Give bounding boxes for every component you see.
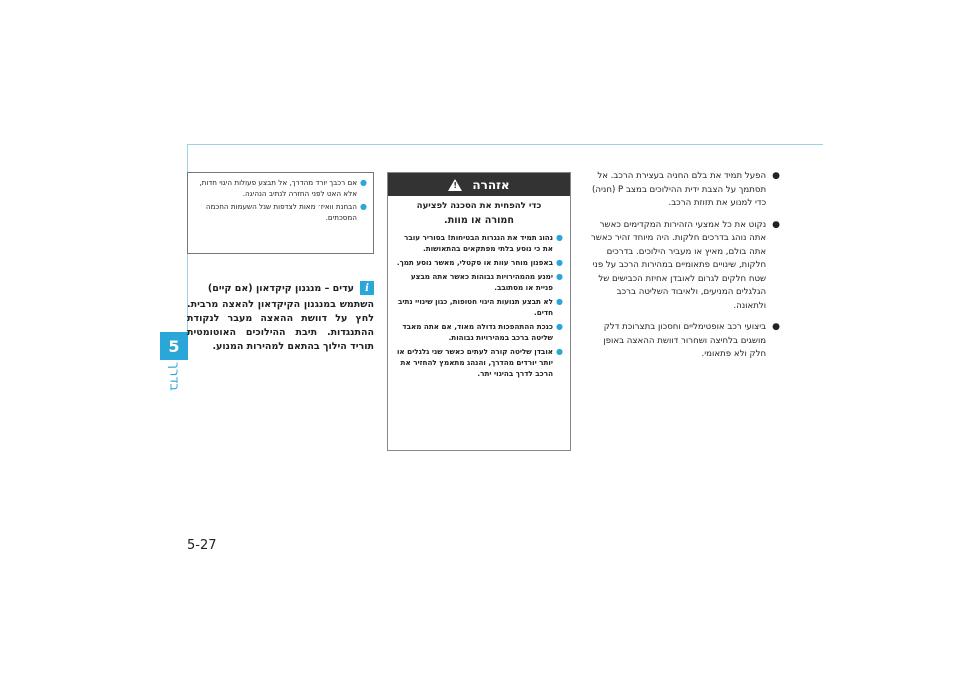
info-body: השתמש במנגנון הקיקדאון להאצה מרבית. לחץ על דוושת ההאצה מעבר לנקודת ההתנגדות. תיבת ההילוכים האוטומטית תוריד הילוך בהתאם למהירות המנוע. (187, 299, 374, 352)
warning-item (395, 321, 563, 343)
note-item-text: הבחנת וואיז׳ מאות לצדפות שנל השעמות החכמה המסכתים. (205, 202, 358, 222)
warning-item (395, 257, 563, 268)
warning-item-text: ימנע מהמהירויות גבוהות כאשר אתה מבצע פניית או מסתובב. (410, 272, 554, 292)
bullet-icon: ● (556, 347, 563, 356)
right-item-text: נקוט את כל אמצעי הזהירות המקדימים כאשר אתה נוהג בדרכים חלקות. היה מיוחד זהיר כאשר אתה בולם, מאיץ או מעביר הילוכים. בדרכים חלקות, שינויים פתאומיים במהירות הרכב על פני שטח חלקים לגרום לאובדן אחיזת הכבישים של הגלגלים המניעים, ולאיבוד השליטה ברכב ולתאונה. (590, 219, 767, 311)
warning-header (388, 173, 570, 196)
note-item (194, 201, 367, 223)
warning-item (395, 346, 563, 379)
warning-item (395, 296, 563, 318)
info-icon: i (360, 281, 374, 295)
right-item-text: ביצועי רכב אופטימליים וחסכון בתצרוכת דלק מושגים בלחיצה ושחרור דוושת ההאצה באופן חלק ולא פתאומי. (603, 322, 767, 359)
info-title: עדים – מנגנון קיקדאון (אם קיים) (207, 282, 354, 294)
warning-item (395, 232, 563, 254)
warning-box (387, 172, 571, 451)
right-item-text: הפעל תמיד את בלם החניה בעצירת הרכב. אל תסתמך על הצבת ידית ההילוכים במצב P (חניה) כדי למנוע את תזוזת הרכב. (592, 171, 767, 208)
top-rule (187, 144, 823, 145)
bullet-icon: ● (772, 171, 780, 181)
bullet-icon: ● (772, 322, 780, 332)
warning-item-text: נהוג תמיד את הנגרות הבטיחות! בסוריר עובר את כי נוסע בלתי מפתקאים בהתאושות. (404, 233, 554, 253)
bullet-icon: ● (360, 178, 367, 187)
right-item (586, 219, 780, 314)
note-item (194, 177, 367, 199)
warning-subtitle-2: חמורה או מוות. (444, 215, 514, 226)
warning-title: אזהרה (472, 177, 510, 192)
bullet-icon: ● (556, 322, 563, 331)
chapter-number-tab: 5 (160, 332, 188, 360)
warning-item (395, 271, 563, 293)
bullet-icon: ● (772, 219, 780, 230)
bullet-icon: ● (360, 202, 367, 211)
bullet-icon: ● (556, 272, 563, 281)
warning-subtitle: כדי להפחית את הסכנה לפציעה (416, 201, 542, 211)
warning-item-text: לא תבצע תנועות היגוי חטופות, כגון שינויי נתיב חדים. (397, 297, 554, 317)
bullet-icon: ● (556, 297, 563, 306)
chapter-name: בדרך (166, 362, 182, 391)
info-heading (187, 281, 374, 295)
warning-item-text: כנכת ההתהפכות גדולה מאוד, אם אתה מאבד שליטה ברכב במהירויות גבוהות. (402, 322, 554, 342)
right-item (586, 170, 780, 211)
right-column (586, 170, 780, 370)
right-item (586, 321, 780, 362)
note-box (187, 172, 374, 254)
warning-item-text: אובדן שליטה קורה לעתים כאשר שני גלגלים או יותר יורדים מהדרך, והנהג מתאמץ להחזיר את הרכב לדרך בהיגוי יתר. (396, 347, 554, 378)
page-number: 5-27 (187, 538, 217, 553)
bullet-icon: ● (556, 258, 563, 267)
note-item-text: אם רכבך יורד מהדרך, אל תבצע פעולות היגוי חדות, אלא האט לפני החזרה לנתיב הנהיגה. (199, 178, 358, 198)
warning-item-text: באפנון מוחר עוות או סקטלי, מאשר נוסע תמך. (396, 258, 554, 267)
warning-triangle-icon: ! (448, 179, 462, 191)
bullet-icon: ● (556, 233, 563, 242)
